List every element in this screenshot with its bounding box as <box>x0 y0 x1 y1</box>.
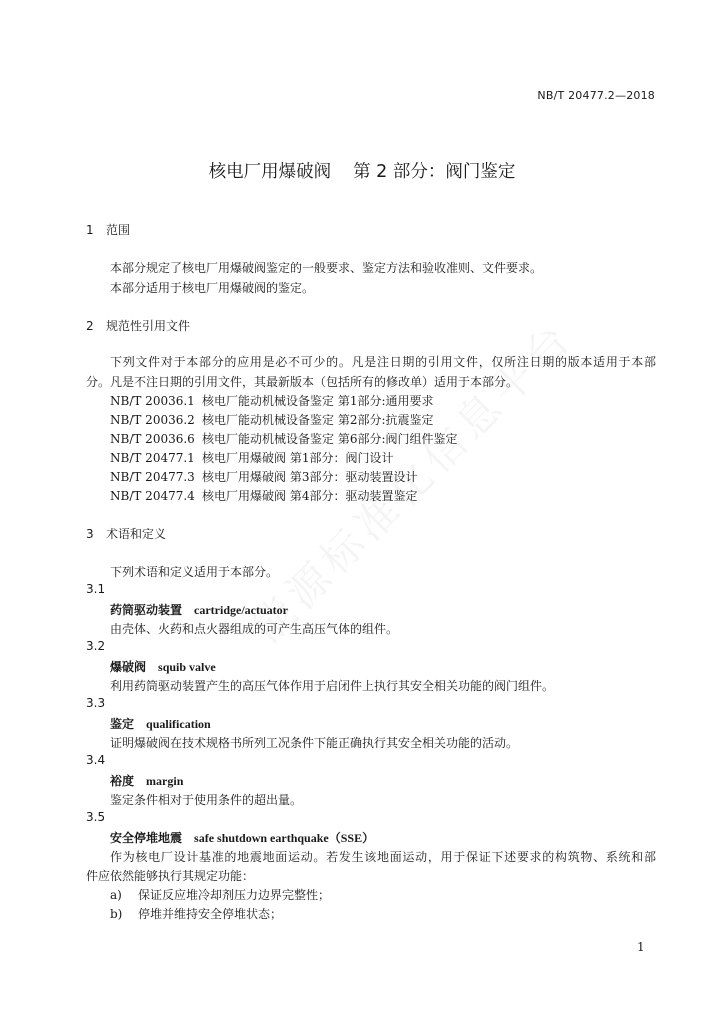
section-1-heading: 1 范围 <box>86 223 131 237</box>
list-item: a) 保证反应堆冷却剂压力边界完整性； <box>110 888 331 902</box>
reference-item: NB/T 20477.1 核电厂用爆破阀 第1部分：阀门设计 <box>110 451 394 465</box>
term-definition: 由壳体、火药和点火器组成的可产生高压气体的组件。 <box>110 622 399 636</box>
section-2-intro-line-1: 下列文件对于本部分的应用是必不可少的。凡是注日期的引用文件，仅所注日期的版本适用于本部 <box>110 355 656 369</box>
term-number: 3.1 <box>86 582 106 596</box>
term-definition: 利用药筒驱动装置产生的高压气体作用于启闭件上执行其安全相关功能的阀门组件。 <box>110 679 555 693</box>
term-heading: 鉴定 qualification <box>110 717 211 731</box>
reference-item: NB/T 20477.4 核电厂用爆破阀 第4部分：驱动装置鉴定 <box>110 489 418 503</box>
section-2-heading: 2 规范性引用文件 <box>86 319 191 333</box>
list-item: b) 停堆并维持安全停堆状态； <box>110 907 283 921</box>
section-1-paragraph-1: 本部分规定了核电厂用爆破阀鉴定的一般要求、鉴定方法和验收准则、文件要求。 <box>110 261 543 275</box>
term-number: 3.5 <box>86 810 106 824</box>
term-number: 3.3 <box>86 696 106 710</box>
section-2-intro-line-2: 分。凡是不注日期的引用文件，其最新版本（包括所有的修改单）适用于本部分。 <box>86 375 519 389</box>
section-3-intro: 下列术语和定义适用于本部分。 <box>110 565 279 579</box>
term-definition-line-2: 件应依然能够执行其规定功能： <box>86 869 255 883</box>
section-3-heading: 3 术语和定义 <box>86 527 167 541</box>
title-main: 核电厂用爆破阀 <box>208 162 332 182</box>
term-number: 3.4 <box>86 753 106 767</box>
term-heading: 安全停堆地震 safe shutdown earthquake（SSE） <box>110 831 375 845</box>
term-definition: 证明爆破阀在技术规格书所列工况条件下能正确执行其安全相关功能的活动。 <box>110 736 519 750</box>
standard-number: NB/T 20477.2—2018 <box>537 89 655 102</box>
document-title <box>0 158 724 183</box>
page-number: 1 <box>637 940 645 954</box>
term-definition-line-1: 作为核电厂设计基准的地震地面运动。若发生该地面运动，用于保证下述要求的构筑物、系统和部 <box>110 850 656 864</box>
term-heading: 爆破阀 squib valve <box>110 660 216 674</box>
reference-item: NB/T 20036.6 核电厂能动机械设备鉴定 第6部分:阀门组件鉴定 <box>110 432 458 446</box>
term-heading: 裕度 margin <box>110 774 184 788</box>
reference-item: NB/T 20036.1 核电厂能动机械设备鉴定 第1部分:通用要求 <box>110 394 434 408</box>
term-definition: 鉴定条件相对于使用条件的超出量。 <box>110 793 303 807</box>
section-1-paragraph-2: 本部分适用于核电厂用爆破阀的鉴定。 <box>110 281 315 295</box>
reference-item: NB/T 20477.3 核电厂用爆破阀 第3部分：驱动装置设计 <box>110 470 418 484</box>
reference-item: NB/T 20036.2 核电厂能动机械设备鉴定 第2部分:抗震鉴定 <box>110 413 434 427</box>
term-number: 3.2 <box>86 639 106 653</box>
title-part: 第 2 部分：阀门鉴定 <box>353 162 516 182</box>
term-heading: 药筒驱动装置 cartridge/actuator <box>110 603 288 617</box>
